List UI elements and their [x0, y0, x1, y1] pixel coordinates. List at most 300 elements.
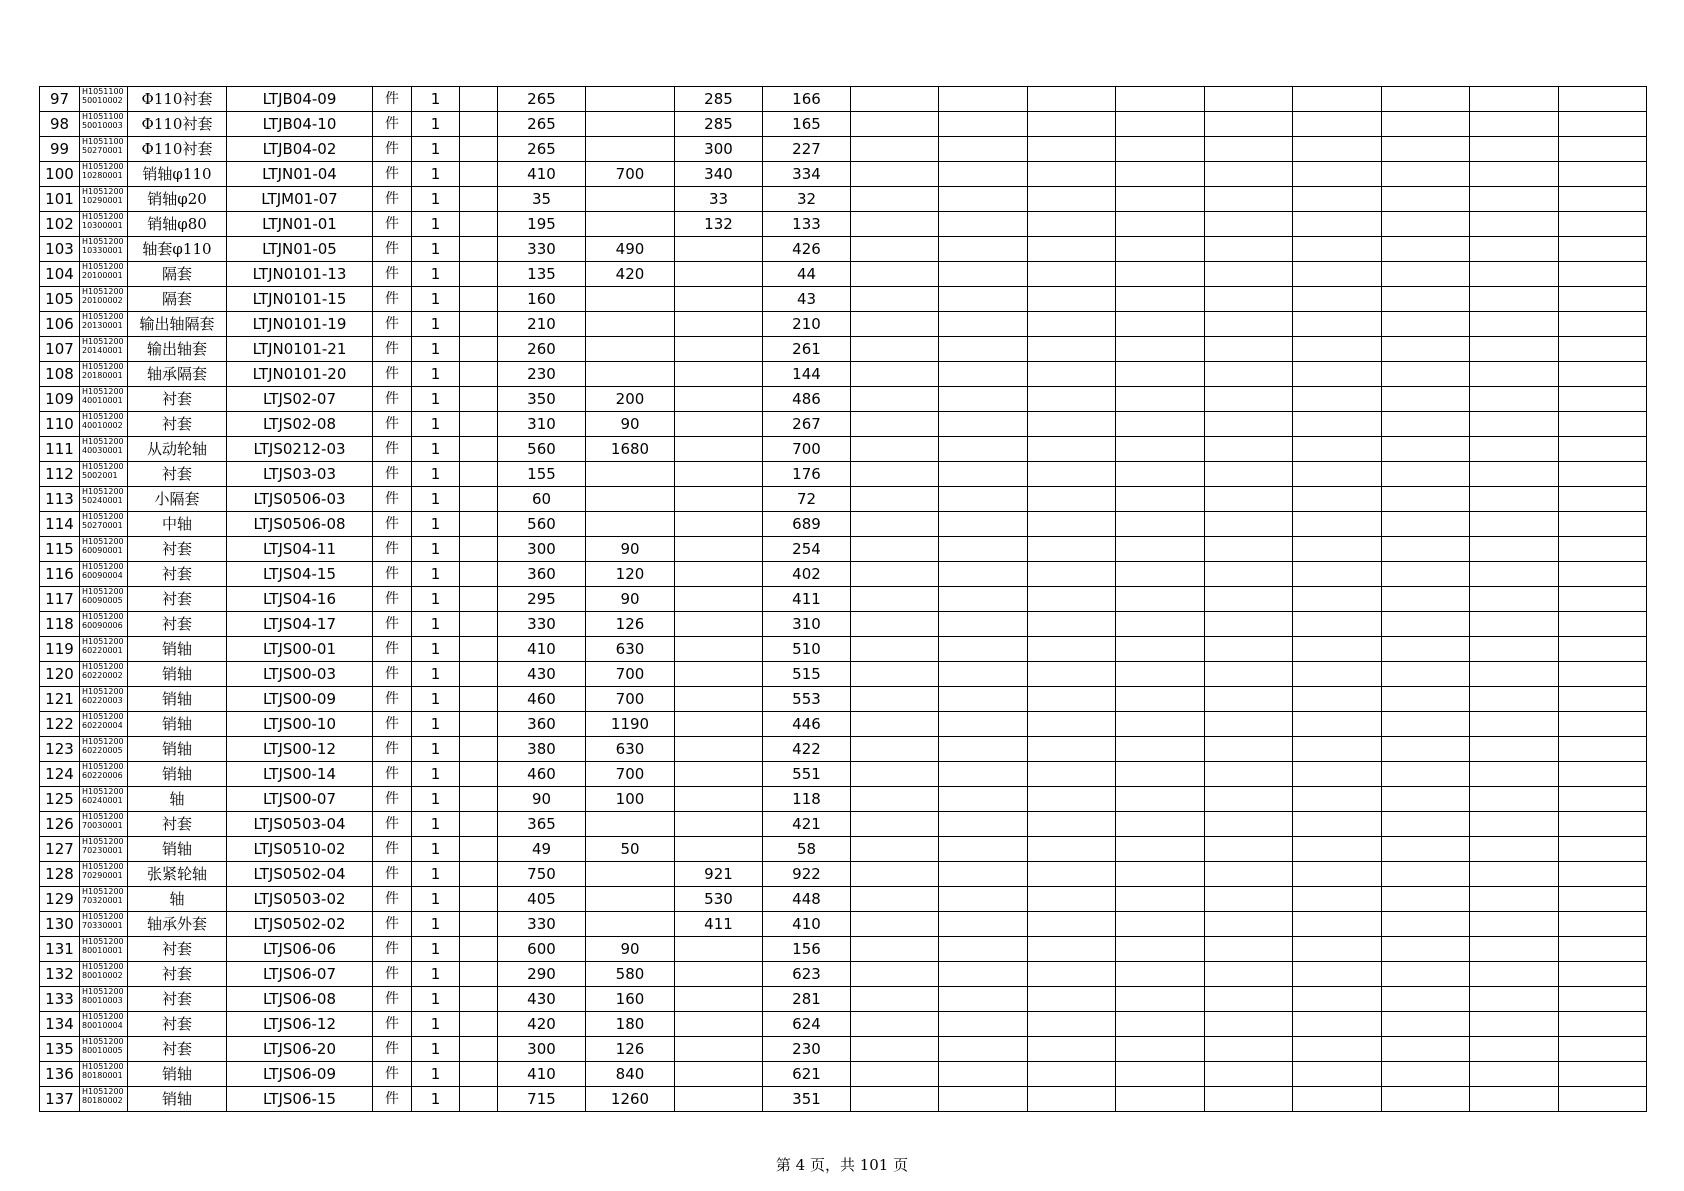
cell-c8: 1190 — [586, 712, 675, 737]
cell-empty — [1382, 737, 1470, 762]
cell-c10: 700 — [763, 437, 851, 462]
cell-unit: 件 — [373, 962, 412, 987]
cell-drawing: LTJN0101-19 — [227, 312, 373, 337]
cell-empty — [1559, 637, 1647, 662]
cell-code: H1051200 20140001 — [80, 337, 128, 362]
table-row — [40, 262, 1647, 287]
parts-table — [39, 86, 1647, 1112]
cell-no: 106 — [40, 312, 80, 337]
cell-c10: 446 — [763, 712, 851, 737]
cell-c10: 689 — [763, 512, 851, 537]
cell-empty — [1205, 562, 1293, 587]
cell-empty — [1116, 962, 1205, 987]
cell-empty — [1559, 1087, 1647, 1112]
cell-no: 123 — [40, 737, 80, 762]
cell-empty — [1470, 1037, 1559, 1062]
cell-code: H1051200 10300001 — [80, 212, 128, 237]
cell-empty — [1559, 787, 1647, 812]
cell-empty — [851, 662, 939, 687]
cell-empty — [1559, 662, 1647, 687]
cell-c9 — [675, 512, 763, 537]
table-row — [40, 1087, 1647, 1112]
cell-empty — [1116, 662, 1205, 687]
cell-empty — [1382, 512, 1470, 537]
cell-drawing: LTJN0101-21 — [227, 337, 373, 362]
cell-qty: 1 — [412, 912, 460, 937]
cell-c7: 310 — [498, 412, 586, 437]
cell-drawing: LTJN0101-15 — [227, 287, 373, 312]
cell-name: 衬套 — [128, 1012, 227, 1037]
cell-empty — [1205, 837, 1293, 862]
cell-c7: 560 — [498, 437, 586, 462]
cell-name: 衬套 — [128, 812, 227, 837]
cell-empty — [1559, 137, 1647, 162]
table-row — [40, 87, 1647, 112]
cell-empty — [1028, 837, 1116, 862]
table-row — [40, 887, 1647, 912]
cell-empty — [1205, 212, 1293, 237]
cell-no: 127 — [40, 837, 80, 862]
cell-unit: 件 — [373, 887, 412, 912]
cell-empty — [851, 812, 939, 837]
cell-qty: 1 — [412, 1012, 460, 1037]
cell-unit: 件 — [373, 737, 412, 762]
cell-drawing: LTJS02-07 — [227, 387, 373, 412]
cell-empty — [939, 662, 1028, 687]
cell-c7: 460 — [498, 762, 586, 787]
cell-empty — [1293, 112, 1382, 137]
cell-empty — [1293, 537, 1382, 562]
cell-empty — [939, 487, 1028, 512]
cell-drawing: LTJS0506-03 — [227, 487, 373, 512]
cell-qty: 1 — [412, 412, 460, 437]
cell-empty — [1470, 912, 1559, 937]
cell-c9 — [675, 712, 763, 737]
cell-empty — [1382, 262, 1470, 287]
cell-name: 衬套 — [128, 612, 227, 637]
cell-name: 销轴φ80 — [128, 212, 227, 237]
cell-empty — [939, 362, 1028, 387]
cell-empty — [1028, 762, 1116, 787]
cell-empty — [1028, 887, 1116, 912]
cell-empty — [1028, 287, 1116, 312]
cell-empty — [1470, 962, 1559, 987]
table-row — [40, 587, 1647, 612]
cell-empty — [1205, 262, 1293, 287]
cell-empty — [939, 612, 1028, 637]
cell-drawing: LTJS06-12 — [227, 1012, 373, 1037]
cell-c7: 560 — [498, 512, 586, 537]
cell-empty — [1116, 562, 1205, 587]
cell-empty — [939, 87, 1028, 112]
cell-empty — [939, 187, 1028, 212]
cell-c10: 254 — [763, 537, 851, 562]
cell-c7: 90 — [498, 787, 586, 812]
cell-no: 100 — [40, 162, 80, 187]
table-row — [40, 312, 1647, 337]
cell-empty — [851, 987, 939, 1012]
cell-c10: 230 — [763, 1037, 851, 1062]
cell-empty — [851, 637, 939, 662]
cell-empty — [1205, 1012, 1293, 1037]
cell-c10: 510 — [763, 637, 851, 662]
cell-c10: 72 — [763, 487, 851, 512]
cell-empty — [1116, 1062, 1205, 1087]
table-row — [40, 562, 1647, 587]
cell-drawing: LTJS0212-03 — [227, 437, 373, 462]
cell-empty — [1205, 287, 1293, 312]
cell-empty — [1470, 662, 1559, 687]
cell-empty — [851, 687, 939, 712]
cell-empty — [1293, 387, 1382, 412]
cell-empty — [1116, 512, 1205, 537]
cell-blank — [460, 337, 498, 362]
cell-qty: 1 — [412, 287, 460, 312]
cell-unit: 件 — [373, 662, 412, 687]
table-row — [40, 862, 1647, 887]
cell-blank — [460, 512, 498, 537]
cell-c8: 420 — [586, 262, 675, 287]
cell-empty — [851, 937, 939, 962]
cell-empty — [1116, 737, 1205, 762]
cell-unit: 件 — [373, 937, 412, 962]
cell-no: 108 — [40, 362, 80, 387]
cell-code: H1051100 50270001 — [80, 137, 128, 162]
cell-qty: 1 — [412, 837, 460, 862]
cell-c7: 365 — [498, 812, 586, 837]
cell-c9 — [675, 762, 763, 787]
table-row — [40, 1012, 1647, 1037]
cell-c10: 515 — [763, 662, 851, 687]
cell-no: 119 — [40, 637, 80, 662]
cell-c8 — [586, 462, 675, 487]
cell-empty — [939, 787, 1028, 812]
cell-c7: 49 — [498, 837, 586, 862]
cell-empty — [851, 537, 939, 562]
cell-c7: 300 — [498, 537, 586, 562]
cell-drawing: LTJS00-09 — [227, 687, 373, 712]
cell-empty — [1028, 387, 1116, 412]
cell-qty: 1 — [412, 937, 460, 962]
cell-no: 128 — [40, 862, 80, 887]
cell-name: 衬套 — [128, 987, 227, 1012]
cell-empty — [851, 1012, 939, 1037]
cell-empty — [1293, 562, 1382, 587]
cell-c7: 430 — [498, 987, 586, 1012]
cell-drawing: LTJS00-01 — [227, 637, 373, 662]
cell-code: H1051200 20100001 — [80, 262, 128, 287]
cell-blank — [460, 812, 498, 837]
cell-qty: 1 — [412, 887, 460, 912]
cell-c7: 360 — [498, 562, 586, 587]
cell-c10: 267 — [763, 412, 851, 437]
cell-empty — [1205, 1037, 1293, 1062]
cell-drawing: LTJS03-03 — [227, 462, 373, 487]
cell-empty — [1293, 737, 1382, 762]
cell-empty — [851, 712, 939, 737]
cell-no: 99 — [40, 137, 80, 162]
cell-no: 131 — [40, 937, 80, 962]
cell-blank — [460, 262, 498, 287]
cell-c10: 261 — [763, 337, 851, 362]
cell-empty — [1205, 987, 1293, 1012]
cell-name: 销轴φ110 — [128, 162, 227, 187]
cell-empty — [1028, 87, 1116, 112]
cell-c8 — [586, 362, 675, 387]
cell-no: 112 — [40, 462, 80, 487]
cell-empty — [1205, 462, 1293, 487]
cell-c9 — [675, 787, 763, 812]
cell-unit: 件 — [373, 712, 412, 737]
cell-empty — [1470, 337, 1559, 362]
cell-code: H1051200 80010005 — [80, 1037, 128, 1062]
cell-empty — [1293, 1087, 1382, 1112]
cell-empty — [939, 987, 1028, 1012]
cell-empty — [1116, 87, 1205, 112]
table-row — [40, 437, 1647, 462]
cell-name: 轴承外套 — [128, 912, 227, 937]
cell-empty — [851, 512, 939, 537]
cell-empty — [1116, 387, 1205, 412]
cell-no: 107 — [40, 337, 80, 362]
cell-c8: 200 — [586, 387, 675, 412]
table-row — [40, 337, 1647, 362]
cell-empty — [1559, 187, 1647, 212]
cell-empty — [1293, 487, 1382, 512]
cell-drawing: LTJN01-05 — [227, 237, 373, 262]
cell-c8 — [586, 862, 675, 887]
table-row — [40, 387, 1647, 412]
cell-name: 销轴 — [128, 687, 227, 712]
cell-c9 — [675, 812, 763, 837]
cell-unit: 件 — [373, 537, 412, 562]
cell-empty — [1559, 237, 1647, 262]
cell-empty — [1116, 262, 1205, 287]
cell-empty — [1116, 712, 1205, 737]
cell-unit: 件 — [373, 387, 412, 412]
cell-empty — [1205, 737, 1293, 762]
cell-empty — [939, 1012, 1028, 1037]
cell-empty — [1028, 812, 1116, 837]
cell-c8 — [586, 187, 675, 212]
cell-name: 隔套 — [128, 287, 227, 312]
cell-code: H1051200 40030001 — [80, 437, 128, 462]
cell-empty — [851, 337, 939, 362]
cell-empty — [1382, 862, 1470, 887]
cell-c7: 380 — [498, 737, 586, 762]
cell-no: 113 — [40, 487, 80, 512]
cell-drawing: LTJB04-02 — [227, 137, 373, 162]
cell-empty — [1470, 412, 1559, 437]
cell-c7: 60 — [498, 487, 586, 512]
cell-empty — [1293, 137, 1382, 162]
cell-qty: 1 — [412, 1087, 460, 1112]
table-row — [40, 412, 1647, 437]
cell-empty — [1028, 787, 1116, 812]
cell-empty — [1205, 887, 1293, 912]
cell-name: 衬套 — [128, 587, 227, 612]
cell-empty — [1116, 612, 1205, 637]
cell-empty — [939, 537, 1028, 562]
table-row — [40, 637, 1647, 662]
cell-unit: 件 — [373, 837, 412, 862]
cell-drawing: LTJS04-17 — [227, 612, 373, 637]
cell-empty — [1559, 737, 1647, 762]
cell-empty — [1559, 862, 1647, 887]
cell-empty — [1293, 912, 1382, 937]
cell-empty — [1470, 312, 1559, 337]
cell-empty — [1116, 437, 1205, 462]
cell-empty — [939, 587, 1028, 612]
cell-blank — [460, 612, 498, 637]
cell-code: H1051200 60220005 — [80, 737, 128, 762]
cell-empty — [851, 787, 939, 812]
cell-no: 110 — [40, 412, 80, 437]
cell-empty — [1116, 1037, 1205, 1062]
cell-empty — [1382, 637, 1470, 662]
cell-name: 轴承隔套 — [128, 362, 227, 387]
cell-empty — [1470, 762, 1559, 787]
table-row — [40, 462, 1647, 487]
table-row — [40, 362, 1647, 387]
cell-c8: 580 — [586, 962, 675, 987]
cell-empty — [1028, 987, 1116, 1012]
cell-unit: 件 — [373, 87, 412, 112]
cell-c7: 265 — [498, 137, 586, 162]
cell-drawing: LTJS06-06 — [227, 937, 373, 962]
cell-empty — [939, 687, 1028, 712]
cell-code: H1051200 40010001 — [80, 387, 128, 412]
cell-empty — [1559, 1012, 1647, 1037]
cell-no: 105 — [40, 287, 80, 312]
cell-c7: 410 — [498, 162, 586, 187]
table-row — [40, 137, 1647, 162]
cell-empty — [1382, 312, 1470, 337]
cell-blank — [460, 637, 498, 662]
cell-empty — [939, 862, 1028, 887]
cell-name: 销轴 — [128, 637, 227, 662]
cell-empty — [1382, 437, 1470, 462]
cell-c7: 160 — [498, 287, 586, 312]
cell-drawing: LTJS00-14 — [227, 762, 373, 787]
cell-empty — [851, 862, 939, 887]
cell-empty — [851, 112, 939, 137]
table-row — [40, 812, 1647, 837]
cell-empty — [1028, 737, 1116, 762]
cell-empty — [1559, 912, 1647, 937]
cell-empty — [1559, 687, 1647, 712]
cell-qty: 1 — [412, 962, 460, 987]
cell-c9 — [675, 362, 763, 387]
cell-c9 — [675, 387, 763, 412]
cell-blank — [460, 187, 498, 212]
cell-qty: 1 — [412, 637, 460, 662]
cell-empty — [851, 137, 939, 162]
cell-empty — [1205, 637, 1293, 662]
cell-empty — [851, 412, 939, 437]
cell-empty — [1028, 212, 1116, 237]
cell-unit: 件 — [373, 787, 412, 812]
cell-drawing: LTJS06-09 — [227, 1062, 373, 1087]
cell-qty: 1 — [412, 537, 460, 562]
cell-empty — [939, 212, 1028, 237]
cell-empty — [1205, 412, 1293, 437]
cell-empty — [1205, 87, 1293, 112]
cell-drawing: LTJN01-01 — [227, 212, 373, 237]
cell-drawing: LTJM01-07 — [227, 187, 373, 212]
cell-empty — [851, 162, 939, 187]
cell-empty — [851, 362, 939, 387]
cell-empty — [1382, 1062, 1470, 1087]
cell-c7: 405 — [498, 887, 586, 912]
cell-c7: 350 — [498, 387, 586, 412]
cell-code: H1051200 60090001 — [80, 537, 128, 562]
cell-empty — [1028, 512, 1116, 537]
cell-empty — [1559, 412, 1647, 437]
cell-no: 137 — [40, 1087, 80, 1112]
cell-blank — [460, 987, 498, 1012]
cell-qty: 1 — [412, 1037, 460, 1062]
cell-empty — [939, 912, 1028, 937]
cell-empty — [1470, 1062, 1559, 1087]
cell-code: H1051200 70030001 — [80, 812, 128, 837]
cell-name: 衬套 — [128, 387, 227, 412]
cell-empty — [1559, 812, 1647, 837]
cell-empty — [1382, 812, 1470, 837]
cell-name: 销轴 — [128, 712, 227, 737]
cell-blank — [460, 387, 498, 412]
cell-name: 衬套 — [128, 1037, 227, 1062]
cell-empty — [1470, 687, 1559, 712]
cell-empty — [851, 887, 939, 912]
cell-c10: 426 — [763, 237, 851, 262]
cell-empty — [1470, 487, 1559, 512]
cell-empty — [1116, 362, 1205, 387]
cell-drawing: LTJB04-09 — [227, 87, 373, 112]
cell-empty — [1205, 112, 1293, 137]
cell-c7: 230 — [498, 362, 586, 387]
cell-empty — [1559, 212, 1647, 237]
cell-empty — [851, 237, 939, 262]
cell-empty — [939, 637, 1028, 662]
cell-no: 136 — [40, 1062, 80, 1087]
cell-empty — [1293, 337, 1382, 362]
cell-c10: 44 — [763, 262, 851, 287]
cell-c7: 300 — [498, 1037, 586, 1062]
cell-empty — [1559, 437, 1647, 462]
cell-c8: 120 — [586, 562, 675, 587]
cell-qty: 1 — [412, 562, 460, 587]
cell-unit: 件 — [373, 112, 412, 137]
cell-empty — [1559, 337, 1647, 362]
cell-blank — [460, 362, 498, 387]
cell-code: H1051200 50240001 — [80, 487, 128, 512]
cell-c9: 340 — [675, 162, 763, 187]
cell-unit: 件 — [373, 312, 412, 337]
cell-empty — [1470, 612, 1559, 637]
cell-empty — [1205, 612, 1293, 637]
cell-qty: 1 — [412, 487, 460, 512]
cell-c10: 165 — [763, 112, 851, 137]
cell-code: H1051200 80010004 — [80, 1012, 128, 1037]
cell-c7: 265 — [498, 87, 586, 112]
cell-name: Φ110衬套 — [128, 112, 227, 137]
cell-c10: 621 — [763, 1062, 851, 1087]
cell-qty: 1 — [412, 612, 460, 637]
table-row — [40, 1037, 1647, 1062]
cell-empty — [1470, 1012, 1559, 1037]
cell-code: H1051200 10280001 — [80, 162, 128, 187]
